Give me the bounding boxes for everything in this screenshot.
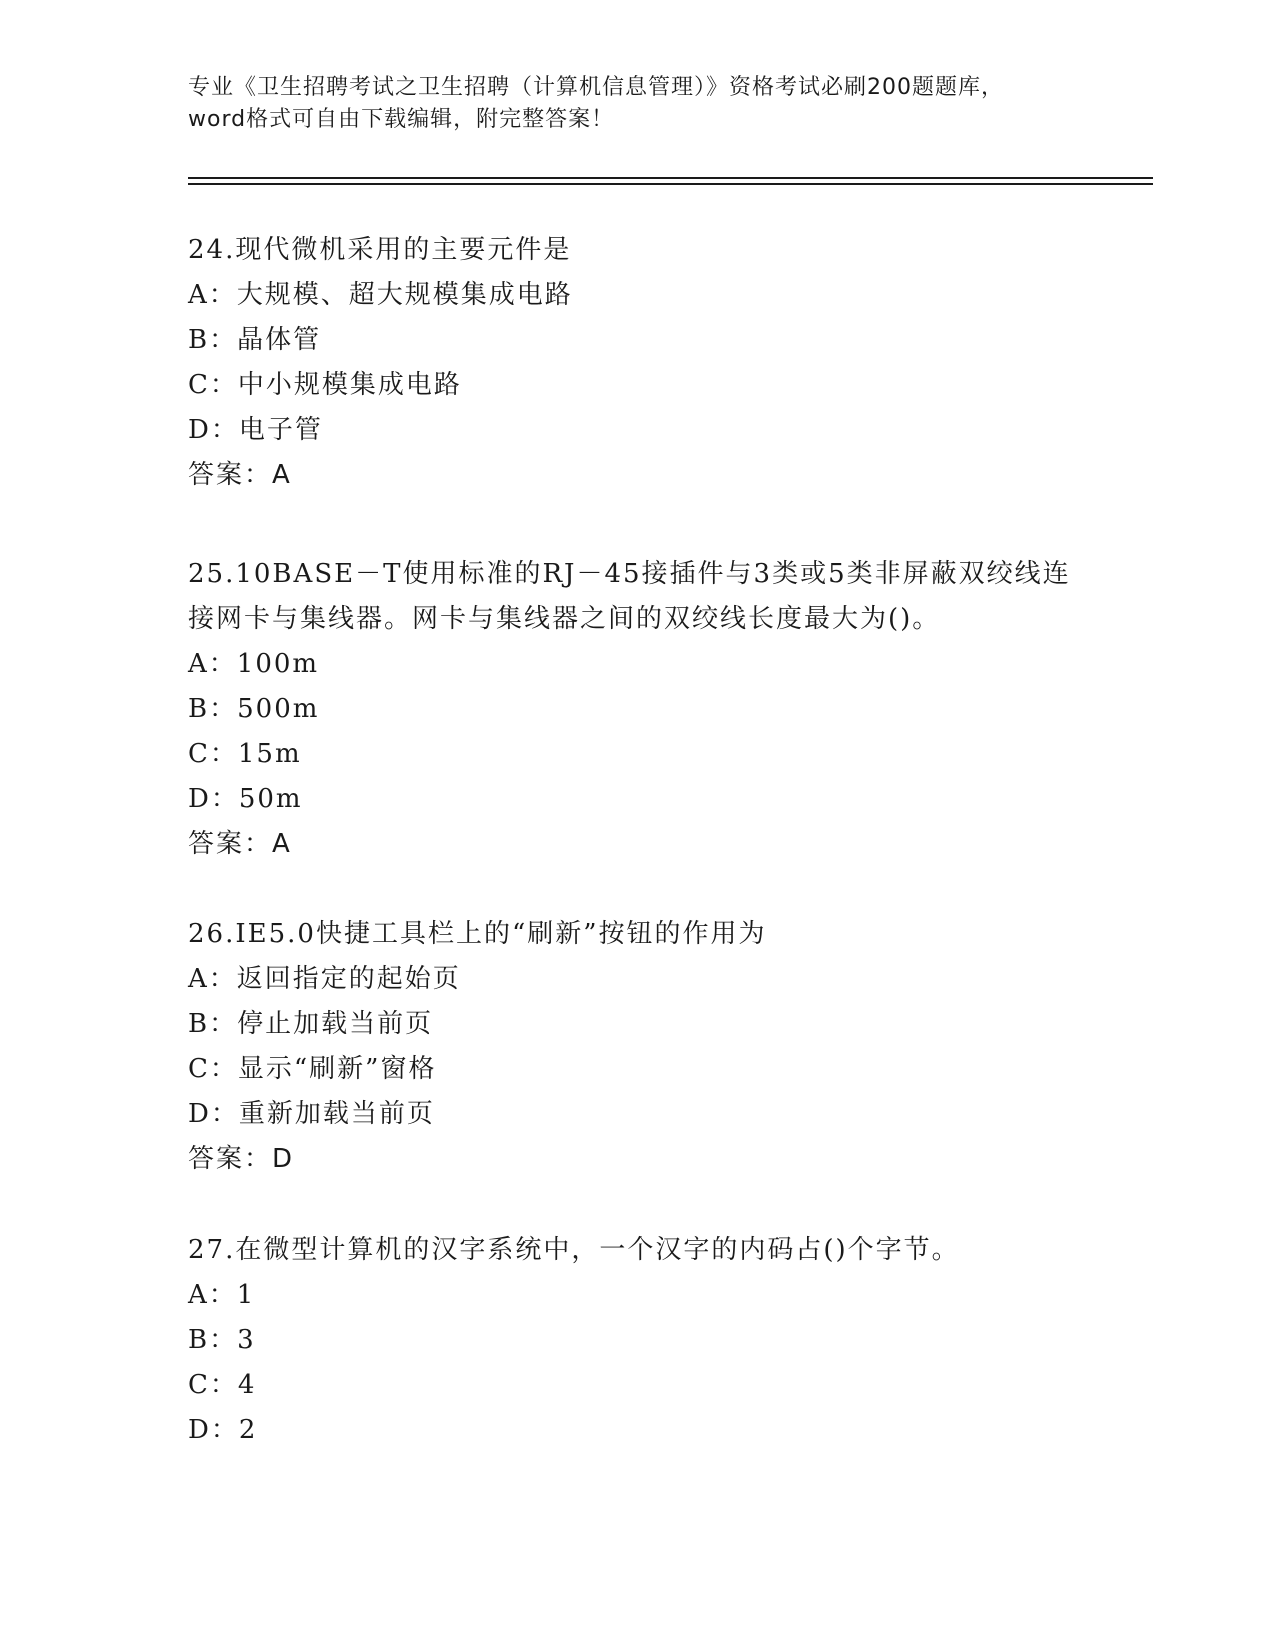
option-c: C：4 [188, 1370, 257, 1400]
option-b: B：3 [188, 1325, 256, 1355]
option-b: B：停止加载当前页 [188, 1009, 434, 1039]
option-d: D：电子管 [188, 415, 323, 445]
option-c: C：15m [188, 739, 302, 769]
header-divider [188, 183, 1153, 185]
answer-line: 答案：A [188, 829, 292, 859]
header-divider [188, 177, 1153, 179]
question-stem: 接网卡与集线器。网卡与集线器之间的双绞线长度最大为()。 [188, 604, 941, 634]
header-line: word格式可自由下载编辑，附完整答案！ [188, 107, 615, 132]
option-d: D：重新加载当前页 [188, 1099, 435, 1129]
document-header [188, 72, 1088, 136]
question-27 [188, 1233, 1088, 1458]
option-d: D：2 [188, 1415, 258, 1445]
question-24 [188, 233, 1088, 503]
option-a: A：大规模、超大规模集成电路 [188, 280, 573, 310]
question-25 [188, 557, 1088, 872]
option-c: C：显示“刷新”窗格 [188, 1054, 437, 1084]
answer-line: 答案：A [188, 460, 292, 490]
option-c: C：中小规模集成电路 [188, 370, 462, 400]
question-stem: 24.现代微机采用的主要元件是 [188, 235, 572, 265]
option-a: A：100m [188, 649, 320, 679]
option-b: B：500m [188, 694, 320, 724]
option-b: B：晶体管 [188, 325, 322, 355]
option-a: A：返回指定的起始页 [188, 964, 461, 994]
option-a: A：1 [188, 1280, 256, 1310]
question-stem: 25.10BASE－T使用标准的RJ－45接插件与3类或5类非屏蔽双绞线连 [188, 559, 1071, 589]
question-stem: 27.在微型计算机的汉字系统中，一个汉字的内码占()个字节。 [188, 1235, 960, 1265]
answer-line: 答案：D [188, 1144, 295, 1174]
question-26 [188, 917, 1088, 1187]
header-line: 专业《卫生招聘考试之卫生招聘（计算机信息管理）》资格考试必刷200题题库， [188, 75, 1004, 100]
question-stem: 26.IE5.0快捷工具栏上的“刷新”按钮的作用为 [188, 919, 767, 949]
option-d: D：50m [188, 784, 303, 814]
